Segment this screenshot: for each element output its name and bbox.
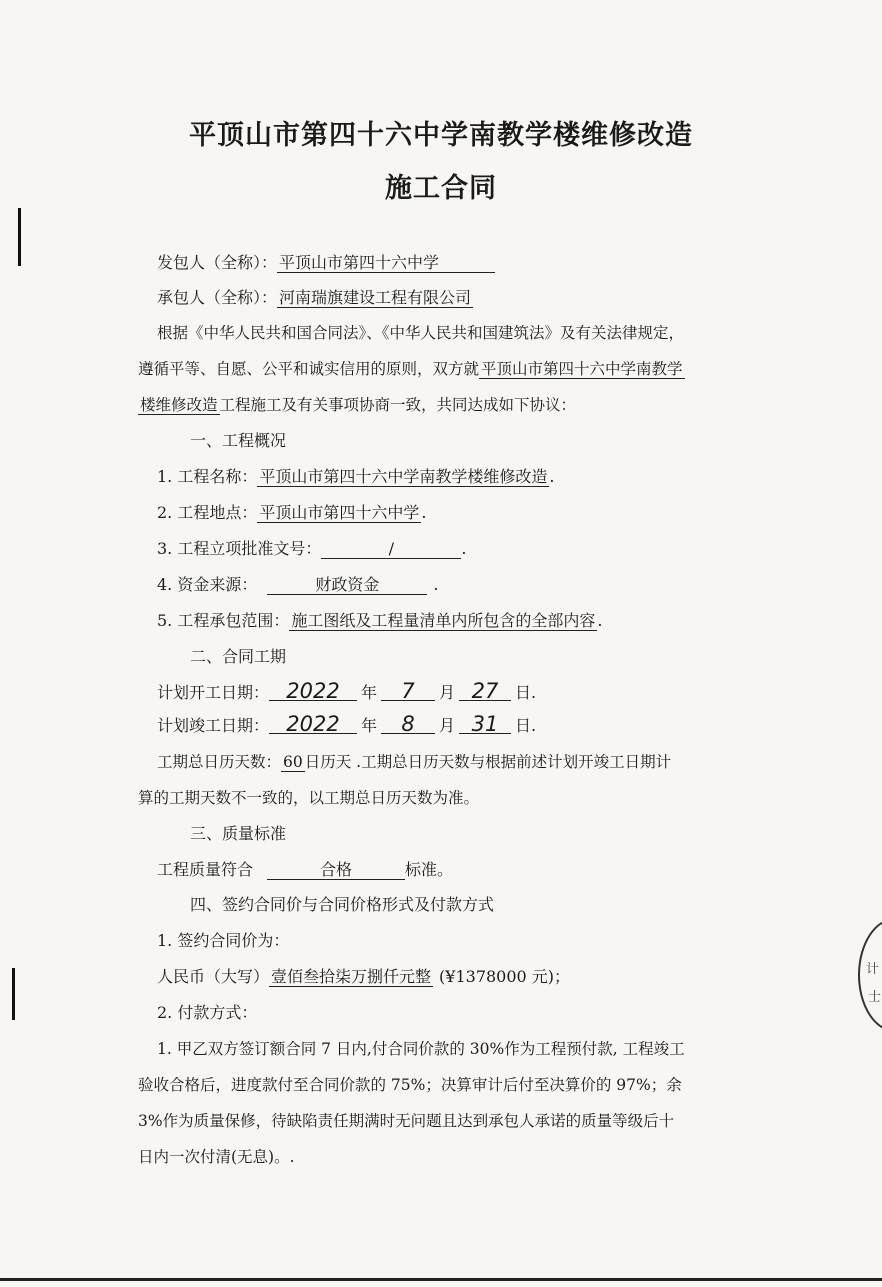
item-value: 财政资金 [267, 576, 427, 595]
item-value: 施工图纸及工程量清单内所包含的全部内容 [291, 611, 596, 630]
unit-year: 年 [361, 716, 378, 735]
document-subtitle: 施工合同 [385, 173, 497, 204]
rmb-amount-line [157, 967, 570, 987]
rmb-capital-value: 壹佰叁拾柒万捌仟元整 [271, 967, 432, 986]
preamble-text: 遵循平等、自愿、公平和诚实信用的原则，双方就 [138, 360, 480, 378]
partial-seal-stamp [858, 918, 882, 1032]
item-label: 3. 工程立项批准文号： [157, 539, 322, 558]
item-value: / [321, 540, 461, 559]
item-contract-scope [157, 611, 602, 631]
rmb-label: 人民币（大写） [157, 967, 270, 986]
employer-label: 发包人（全称）： [157, 253, 278, 272]
item-value: 平顶山市第四十六中学 [259, 503, 420, 522]
total-days-value: 60 [283, 753, 303, 771]
unit-month: 月 [439, 683, 456, 702]
stamp-char-2: 士 [868, 990, 882, 1005]
unit-day: 日. [515, 683, 537, 702]
rmb-numeric-value: (¥1378000 元)； [439, 967, 571, 986]
start-day: 27 [459, 682, 511, 701]
end-year: 2022 [269, 715, 357, 734]
project-name-underlined: 平顶山市第四十六中学南教学 [481, 360, 683, 378]
item-label: 2. 工程地点： [157, 503, 258, 522]
total-days-line-2: 算的工期天数不一致的，以工期总日历天数为准。 [138, 789, 480, 807]
section1-heading: 一、工程概况 [190, 431, 287, 450]
item-end: . [421, 503, 427, 522]
planned-start-date [157, 681, 536, 705]
payment-line-2: 验收合格后，进度款付至合同价款的 75%；决算审计后付至决算价的 97%；余 [138, 1076, 682, 1094]
preamble-line-2 [138, 359, 685, 379]
employer-line [157, 253, 495, 273]
contractor-line [157, 288, 473, 308]
item-fund-source [157, 575, 438, 595]
total-days-text: 日历天 .工期总日历天数与根据前述计划开竣工日期计 [304, 753, 672, 771]
start-month: 7 [381, 682, 435, 701]
quality-standard-line [157, 860, 453, 880]
end-day: 31 [459, 715, 511, 734]
payment-line-1: 1. 甲乙双方签订额合同 7 日内,付合同价款的 30%作为工程预付款, 工程竣工 [157, 1040, 685, 1058]
unit-year: 年 [361, 683, 378, 702]
contractor-value: 河南瑞旗建设工程有限公司 [279, 288, 472, 307]
start-year: 2022 [269, 682, 357, 701]
contract-price-heading: 1. 签约合同价为： [157, 931, 290, 950]
section2-heading: 二、合同工期 [190, 647, 287, 666]
item-end: . [461, 539, 467, 558]
section4-heading: 四、签约合同价与合同价格形式及付款方式 [190, 895, 495, 914]
preamble-line-1: 根据《中华人民共和国合同法》、《中华人民共和国建筑法》及有关法律规定， [157, 324, 685, 342]
date-label: 计划竣工日期： [157, 716, 270, 735]
payment-line-4: 日内一次付清(无息)。. [138, 1148, 295, 1166]
project-name-underlined-cont: 楼维修改造 [140, 396, 218, 414]
quality-text-end: 标准。 [405, 860, 454, 879]
end-month: 8 [381, 715, 435, 734]
item-approval-number [157, 539, 466, 559]
total-days-line [157, 752, 671, 772]
quality-value: 合格 [267, 861, 405, 880]
date-label: 计划开工日期： [157, 683, 270, 702]
preamble-line-3 [138, 395, 576, 415]
item-value: 平顶山市第四十六中学南教学楼维修改造 [259, 467, 548, 486]
document-title: 平顶山市第四十六中学南教学楼维修改造 [189, 120, 693, 151]
unit-month: 月 [439, 716, 456, 735]
preamble-text-end: 工程施工及有关事项协商一致，共同达成如下协议： [219, 396, 577, 414]
payment-heading: 2. 付款方式： [157, 1003, 258, 1022]
payment-line-3: 3%作为质量保修，待缺陷责任期满时无问题且达到承包人承诺的质量等级后十 [138, 1112, 675, 1130]
section3-heading: 三、质量标准 [190, 824, 287, 843]
item-end: . [597, 611, 603, 630]
item-project-name [157, 467, 554, 487]
stamp-char-1: 计 [866, 962, 880, 977]
planned-end-date [157, 714, 536, 738]
total-days-label: 工期总日历天数： [157, 753, 282, 771]
contractor-label: 承包人（全称）： [157, 288, 278, 307]
item-label: 4. 资金来源： [157, 575, 258, 594]
item-end: . [549, 467, 555, 486]
scan-bottom-edge [0, 1278, 882, 1281]
unit-day: 日. [515, 716, 537, 735]
item-label: 5. 工程承包范围： [157, 611, 290, 630]
employer-value: 平顶山市第四十六中学 [277, 254, 495, 273]
binding-mark-bottom [12, 968, 15, 1020]
item-project-location [157, 503, 426, 523]
item-end: . [433, 575, 439, 594]
binding-mark-top [18, 208, 21, 266]
quality-text: 工程质量符合 [157, 860, 254, 879]
item-label: 1. 工程名称： [157, 467, 258, 486]
